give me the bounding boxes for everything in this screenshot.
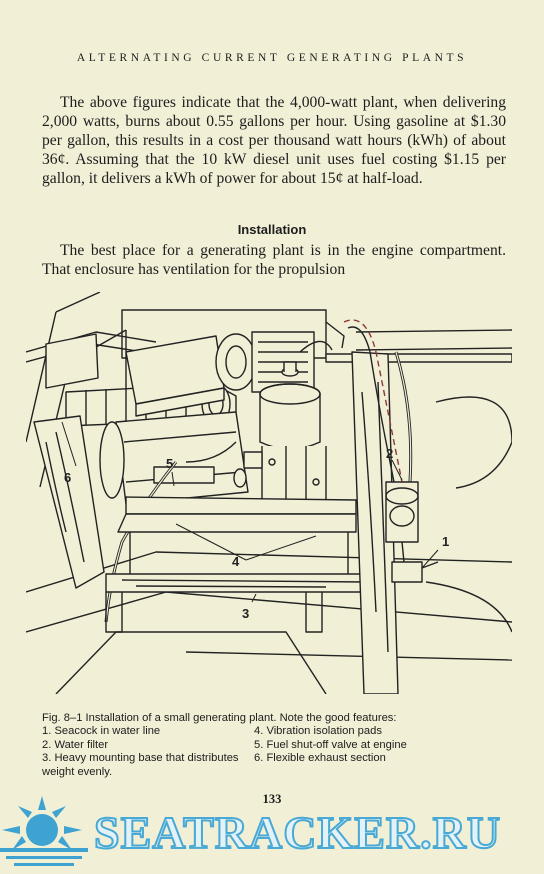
watermark-text: SEATRACKER.RU [94,807,502,858]
caption-item-5: 5. Fuel shut-off valve at engine [254,738,407,751]
generator-installation-illustration [26,292,512,694]
caption-item-3: 3. Heavy mounting base that distributes weight evenly. [42,752,239,778]
caption-item-2: 2. Water filter [42,738,109,751]
callout-1: 1 [442,534,450,549]
caption-title: Fig. 8–1 Installation of a small generating plant. Note the good features: [42,712,397,724]
caption-items [42,725,512,779]
generator-unit [100,322,344,519]
caption-column-right [254,725,504,779]
callout-3: 3 [242,606,250,621]
page-number: 133 [262,792,282,806]
caption-item-1: 1. Seacock in water line [42,725,161,738]
paragraph-installation: The best place for a generating plant is in the engine compartment. That enclosure has ventilation for the propulsion [42,242,506,278]
paragraph-fuel-cost: The above figures indicate that the 4,000-watt plant, when delivering 2,000 watts, burns about 0.55 gallons per hour. Using gasoline at $1.30 per gallon, this results in a cost per thousand watt hours (kWh) of about 36¢. Assuming that the 10 kW diesel unit uses fuel costing $1.15 per gallon, it delivers a kWh of power for about 15¢ at half-load. [42,94,506,187]
callout-6: 6 [64,470,72,485]
callout-4: 4 [232,554,240,569]
caption-item-4: 4. Vibration isolation pads [254,725,382,738]
section-heading: Installation [237,222,307,237]
running-head: ALTERNATING CURRENT GENERATING PLANTS [76,52,468,64]
caption-column-left [42,725,254,779]
caption-item-6: 6. Flexible exhaust section [254,752,386,765]
callout-5: 5 [166,456,174,471]
figure-caption [42,712,512,779]
callout-2: 2 [386,446,394,461]
